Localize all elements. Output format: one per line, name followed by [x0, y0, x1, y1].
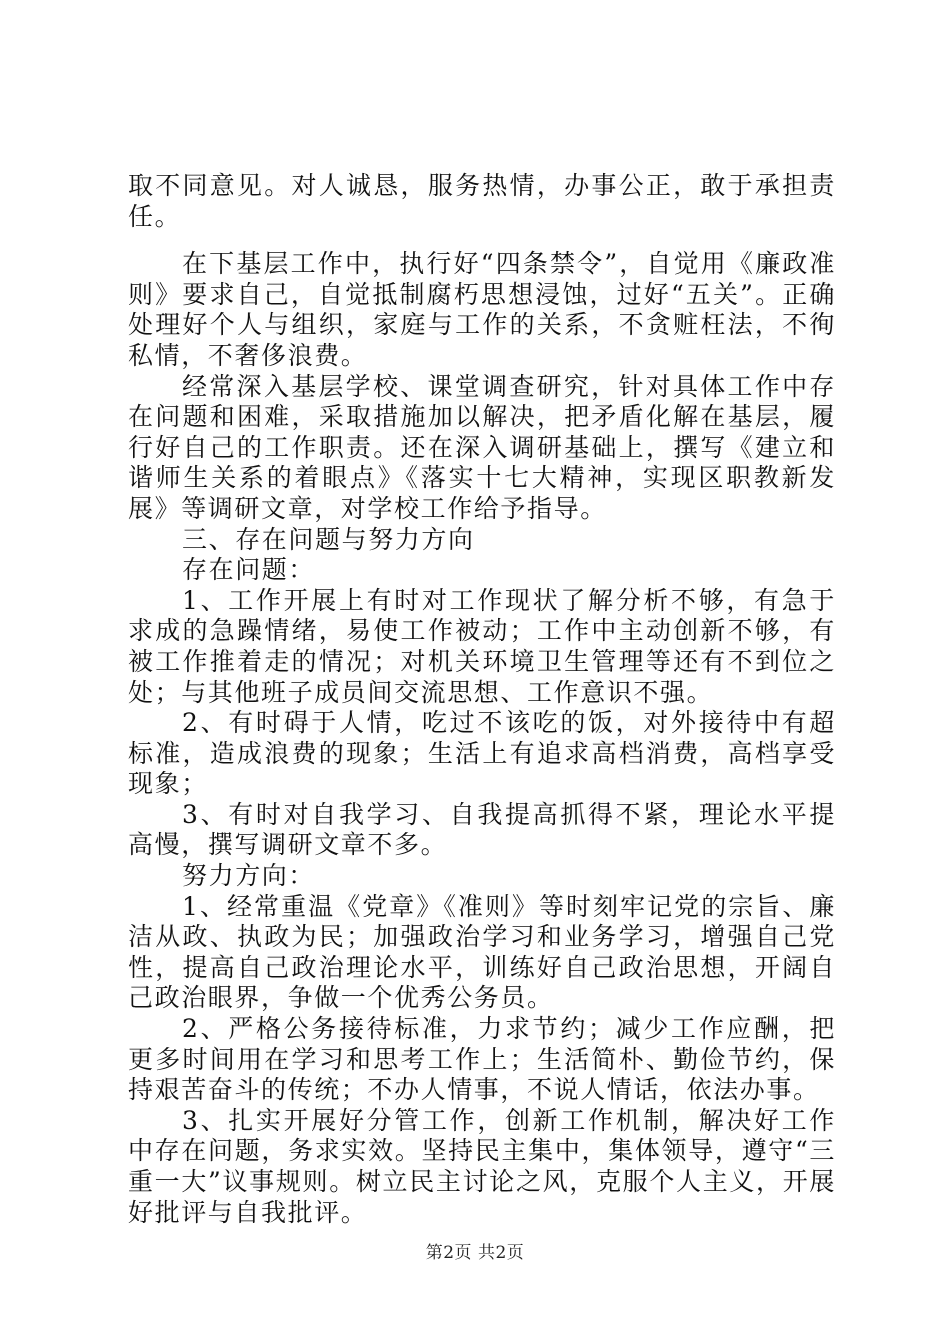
paragraph-discipline: 在下基层工作中，执行好“四条禁令”，自觉用《廉政准则》要求自己，自觉抵制腐朽思想浸蚀，过好“五关”。正确处理好个人与组织，家庭与工作的关系，不贪赃枉法，不徇私情，不奢侈浪费。 — [128, 249, 836, 370]
direction-item-3: 3、扎实开展好分管工作，创新工作机制，解决好工作中存在问题，务求实效。坚持民主集中，集体领导，遵守“三重一大”议事规则。树立民主讨论之风，克服个人主义，开展好批评与自我批评。 — [128, 1105, 836, 1227]
page-number-footer: 第2页 共2页 — [425, 1243, 525, 1263]
problem-item-3: 3、有时对自我学习、自我提高抓得不紧，理论水平提高慢，撰写调研文章不多。 — [128, 799, 836, 860]
section-heading-problems-and-direction: 三、存在问题与努力方向 — [182, 524, 475, 554]
paragraph-continuation: 取不同意见。对人诚恳，服务热情，办事公正，敢于承担责任。 — [128, 171, 836, 231]
problem-item-2: 2、有时碍于人情，吃过不该吃的饭，对外接待中有超标准，造成浪费的现象；生活上有追求高档消费，高档享受现象； — [128, 708, 836, 799]
direction-item-1: 1、经常重温《党章》《准则》等时刻牢记党的宗旨、廉洁从政、执政为民；加强政治学习和业务学习，增强自己党性，提高自己政治理论水平，训练好自己政治思想，开阔自己政治眼界，争做一个优秀公务员。 — [128, 891, 836, 1013]
subheading-existing-problems: 存在问题： — [182, 555, 316, 585]
document-body — [128, 171, 836, 1228]
direction-item-2: 2、严格公务接待标准，力求节约；减少工作应酬，把更多时间用在学习和思考工作上；生活简朴、勤俭节约，保持艰苦奋斗的传统；不办人情事，不说人情话，依法办事。 — [128, 1014, 836, 1105]
paragraph-research: 经常深入基层学校、课堂调查研究，针对具体工作中存在问题和困难，采取措施加以解决，把矛盾化解在基层，履行好自己的工作职责。还在深入调研基础上，撰写《建立和谐师生关系的着眼点》《落实十七大精神，实现区职教新发展》等调研文章，对学校工作给予指导。 — [128, 371, 836, 523]
problem-item-1: 1、工作开展上有时对工作现状了解分析不够，有急于求成的急躁情绪，易使工作被动；工作中主动创新不够，有被工作推着走的情况；对机关环境卫生管理等还有不到位之处；与其他班子成员间交流思想、工作意识不强。 — [128, 585, 836, 707]
subheading-effort-direction: 努力方向： — [182, 861, 316, 891]
